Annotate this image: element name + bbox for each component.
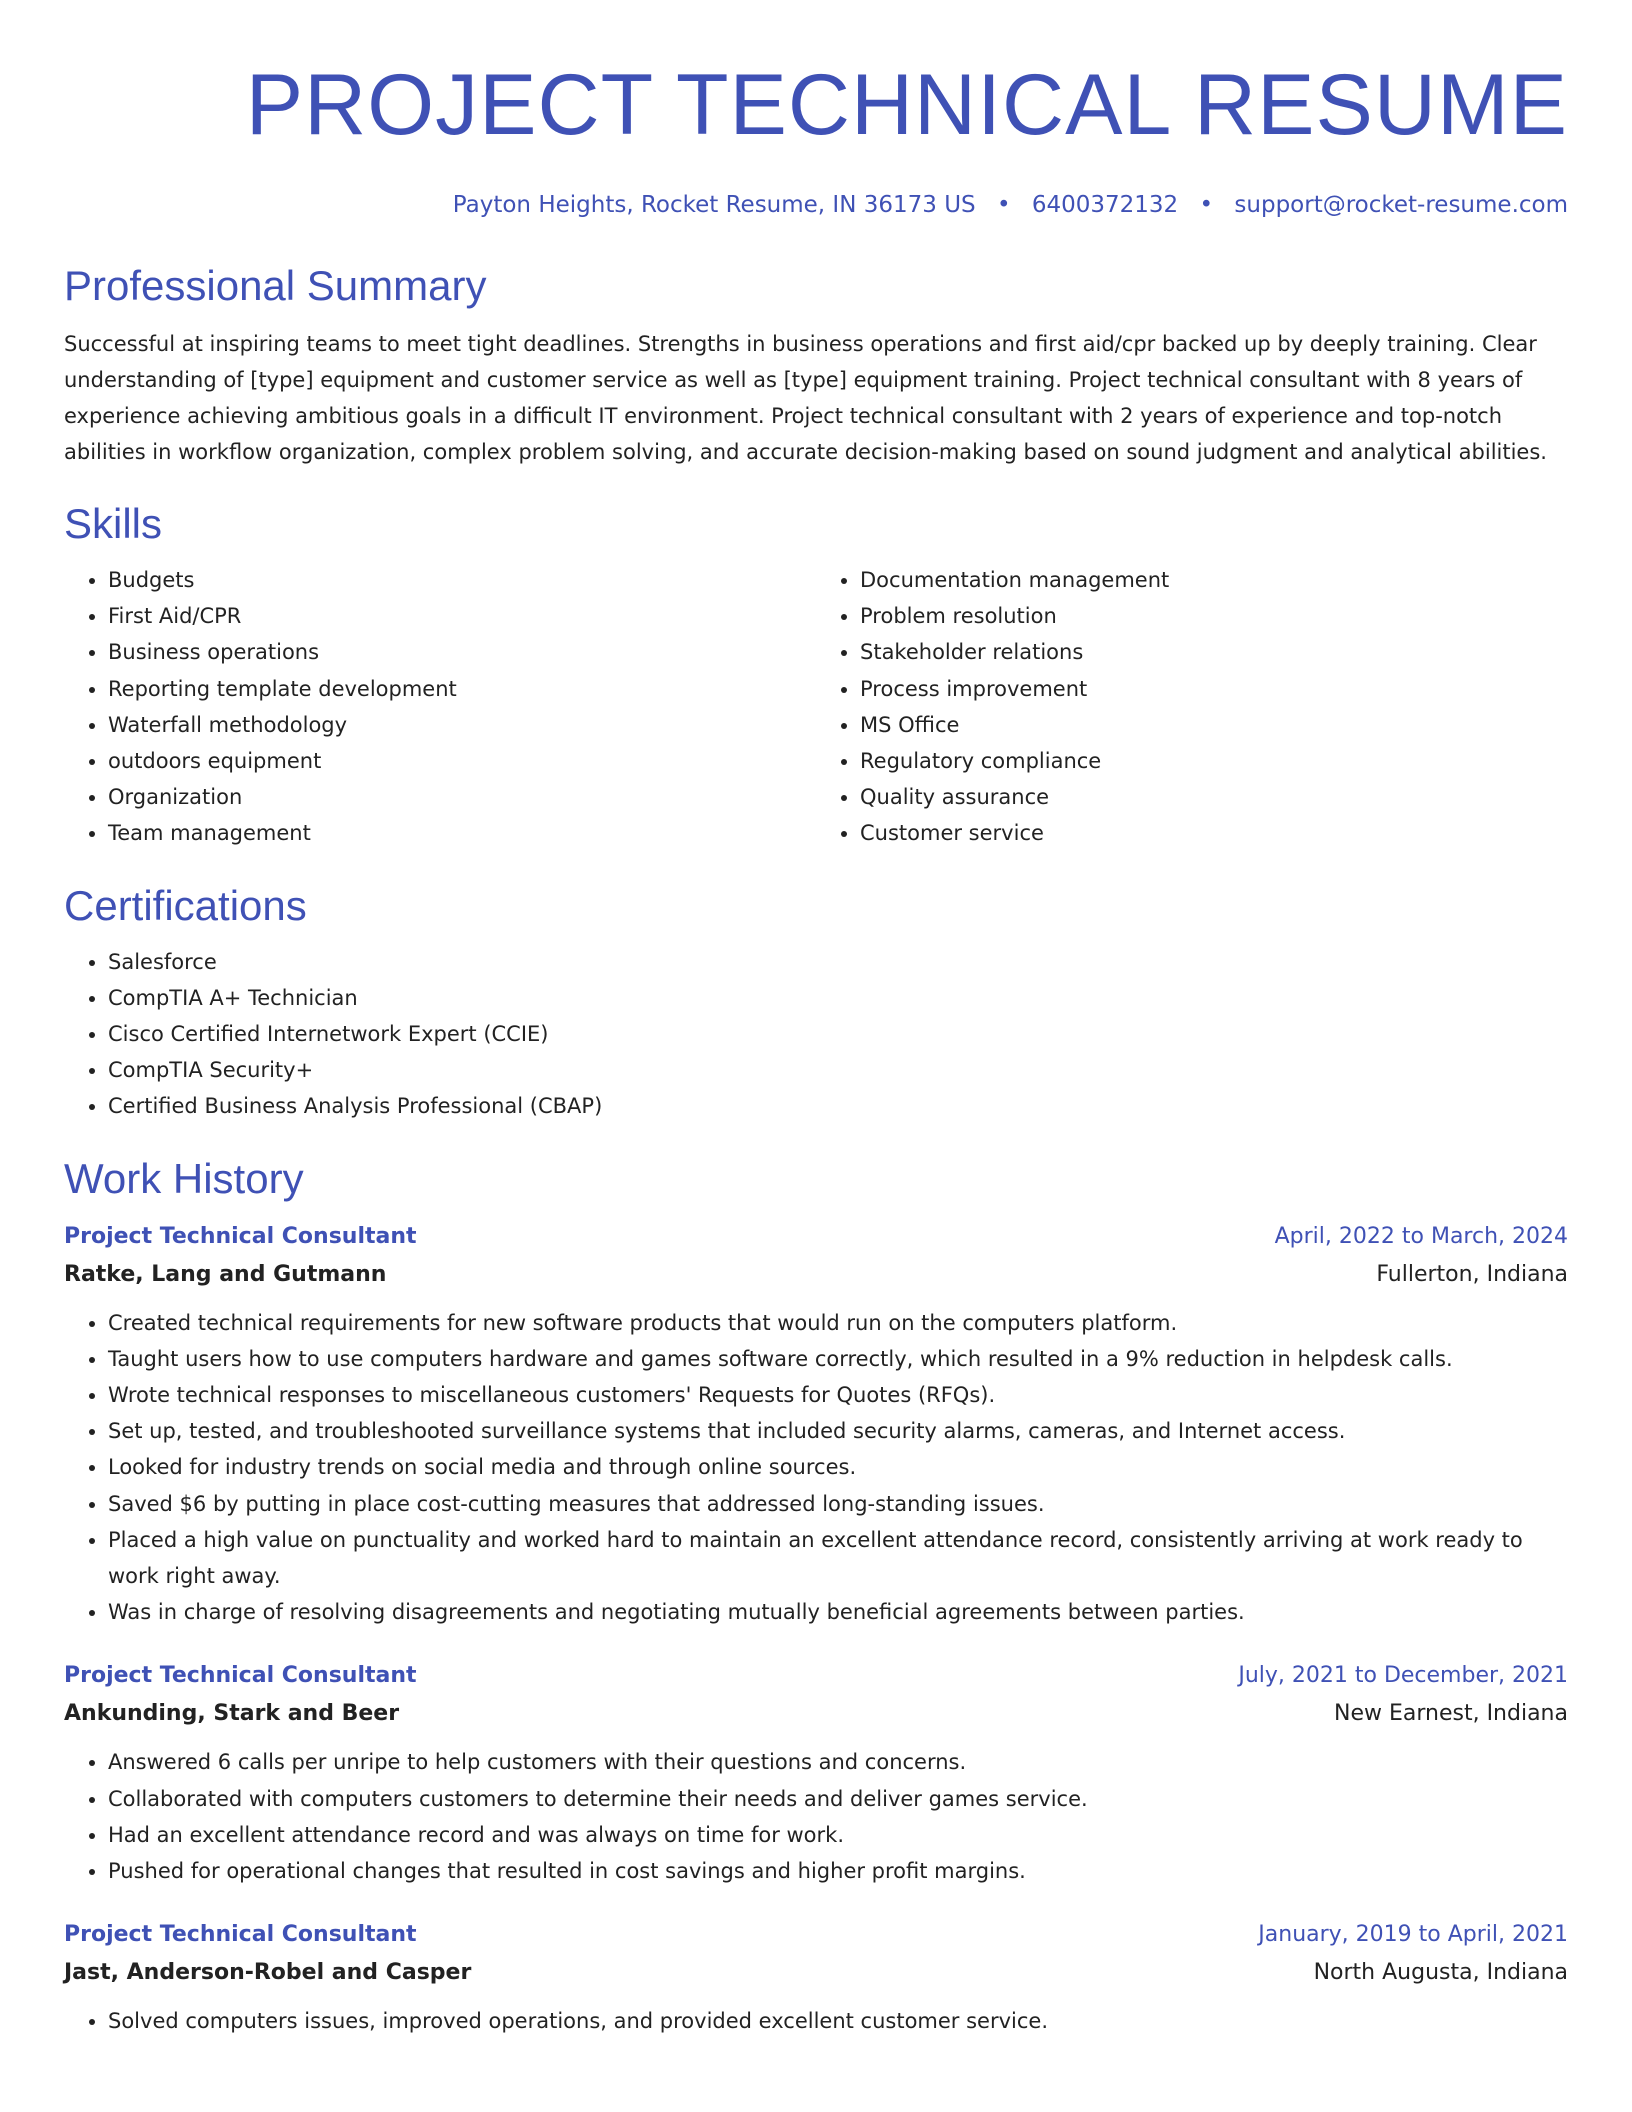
skills-list bbox=[64, 562, 1568, 852]
job-bullet: • Taught users how to use computers hardware and games software correctly, which resulted in a 9% reduction in helpdesk calls. bbox=[108, 1341, 1568, 1377]
job-entry bbox=[64, 1917, 1568, 2039]
skills-column-right bbox=[816, 562, 1568, 852]
summary-text: Successful at inspiring teams to meet tight deadlines. Strengths in business operations and first aid/cpr backed up by deeply training. Clear understanding of [type] equipment and customer service as well as [type] equipment training. Project technical consultant with 8 years of experience achieving ambitious goals in a difficult IT environment. Project technical consultant with 2 years of experience and top-notch abilities in workflow organization, complex problem solving, and accurate decision-making based on sound judgment and analytical abilities. bbox=[64, 332, 1547, 464]
job-location: New Earnest, Indiana bbox=[1334, 1701, 1568, 1727]
resume-page bbox=[64, 0, 1568, 2039]
job-bullet: • Collaborated with computers customers to determine their needs and deliver games service. bbox=[108, 1781, 1568, 1817]
contact-line bbox=[64, 190, 1568, 220]
skill-item: • Quality assurance bbox=[860, 779, 1568, 815]
contact-separator: • bbox=[996, 192, 1011, 218]
job-bullet: • Had an excellent attendance record and was always on time for work. bbox=[108, 1817, 1568, 1853]
certification-item: • CompTIA Security+ bbox=[108, 1052, 1568, 1088]
skill-item: • Regulatory compliance bbox=[860, 743, 1568, 779]
job-bullet: • Created technical requirements for new software products that would run on the computers platform. bbox=[108, 1305, 1568, 1341]
job-title: Project Technical Consultant bbox=[64, 1223, 417, 1249]
skills-heading: Skills bbox=[64, 500, 163, 547]
certification-item: • Certified Business Analysis Professional (CBAP) bbox=[108, 1088, 1568, 1124]
work-history-heading: Work History bbox=[64, 1154, 304, 1202]
skill-item: • First Aid/CPR bbox=[108, 598, 816, 634]
skill-item: • MS Office bbox=[860, 707, 1568, 743]
skill-item: • Team management bbox=[108, 815, 816, 851]
job-bullets bbox=[64, 1744, 1568, 1889]
job-bullet: • Was in charge of resolving disagreements and negotiating mutually beneficial agreements between parties. bbox=[108, 1594, 1568, 1630]
job-bullet: • Placed a high value on punctuality and worked hard to maintain an excellent attendance record, consistently arriving at work ready to work right away. bbox=[108, 1522, 1568, 1594]
certifications-list bbox=[64, 944, 1568, 1125]
job-bullets bbox=[64, 2003, 1568, 2039]
job-company: Ankunding, Stark and Beer bbox=[64, 1701, 400, 1727]
skill-item: • outdoors equipment bbox=[108, 743, 816, 779]
contact-separator: • bbox=[1199, 192, 1214, 218]
contact-address: Payton Heights, Rocket Resume, IN 36173 US bbox=[452, 192, 976, 218]
job-title: Project Technical Consultant bbox=[64, 1922, 417, 1948]
job-header bbox=[64, 1219, 1568, 1255]
job-dates: January, 2019 to April, 2021 bbox=[1258, 1922, 1568, 1948]
job-entry bbox=[64, 1219, 1568, 1631]
contact-phone: 6400372132 bbox=[1031, 192, 1179, 218]
job-header bbox=[64, 1917, 1568, 1953]
skill-item: • Stakeholder relations bbox=[860, 634, 1568, 670]
job-title: Project Technical Consultant bbox=[64, 1663, 417, 1689]
skill-item: • Waterfall methodology bbox=[108, 707, 816, 743]
certification-item: • CompTIA A+ Technician bbox=[108, 980, 1568, 1016]
job-location: North Augusta, Indiana bbox=[1313, 1960, 1568, 1986]
skill-item: • Reporting template development bbox=[108, 671, 816, 707]
job-bullet: • Looked for industry trends on social media and through online sources. bbox=[108, 1449, 1568, 1485]
resume-title: PROJECT TECHNICAL RESUME bbox=[245, 57, 1568, 153]
certifications-heading: Certifications bbox=[64, 881, 307, 929]
certification-item: • Salesforce bbox=[108, 944, 1568, 980]
job-header bbox=[64, 1658, 1568, 1694]
job-employer bbox=[64, 1255, 1568, 1295]
job-dates: July, 2021 to December, 2021 bbox=[1238, 1663, 1568, 1689]
job-bullet: • Set up, tested, and troubleshooted surveillance systems that included security alarms, cameras, and Internet access. bbox=[108, 1413, 1568, 1449]
skill-item: • Process improvement bbox=[860, 671, 1568, 707]
job-dates: April, 2022 to March, 2024 bbox=[1274, 1223, 1568, 1249]
skill-item: • Budgets bbox=[108, 562, 816, 598]
skill-item: • Customer service bbox=[860, 815, 1568, 851]
job-bullet: • Saved $6 by putting in place cost-cutting measures that addressed long-standing issues. bbox=[108, 1486, 1568, 1522]
skill-item: • Documentation management bbox=[860, 562, 1568, 598]
skill-item: • Business operations bbox=[108, 634, 816, 670]
job-employer bbox=[64, 1953, 1568, 1993]
job-location: Fullerton, Indiana bbox=[1376, 1261, 1568, 1287]
contact-email[interactable]: support@rocket-resume.com bbox=[1234, 192, 1568, 218]
job-entry bbox=[64, 1658, 1568, 1889]
job-bullet: • Pushed for operational changes that resulted in cost savings and higher profit margins. bbox=[108, 1853, 1568, 1889]
certification-item: • Cisco Certified Internetwork Expert (CCIE) bbox=[108, 1016, 1568, 1052]
job-bullet: • Solved computers issues, improved operations, and provided excellent customer service. bbox=[108, 2003, 1568, 2039]
job-bullet: • Wrote technical responses to miscellaneous customers' Requests for Quotes (RFQs). bbox=[108, 1377, 1568, 1413]
summary-heading: Professional Summary bbox=[64, 262, 487, 309]
job-employer bbox=[64, 1694, 1568, 1734]
skill-item: • Problem resolution bbox=[860, 598, 1568, 634]
job-bullet: • Answered 6 calls per unripe to help customers with their questions and concerns. bbox=[108, 1744, 1568, 1780]
skills-column-left bbox=[64, 562, 816, 852]
job-company: Ratke, Lang and Gutmann bbox=[64, 1261, 387, 1287]
job-company: Jast, Anderson-Robel and Casper bbox=[64, 1960, 472, 1986]
skill-item: • Organization bbox=[108, 779, 816, 815]
job-bullets bbox=[64, 1305, 1568, 1631]
